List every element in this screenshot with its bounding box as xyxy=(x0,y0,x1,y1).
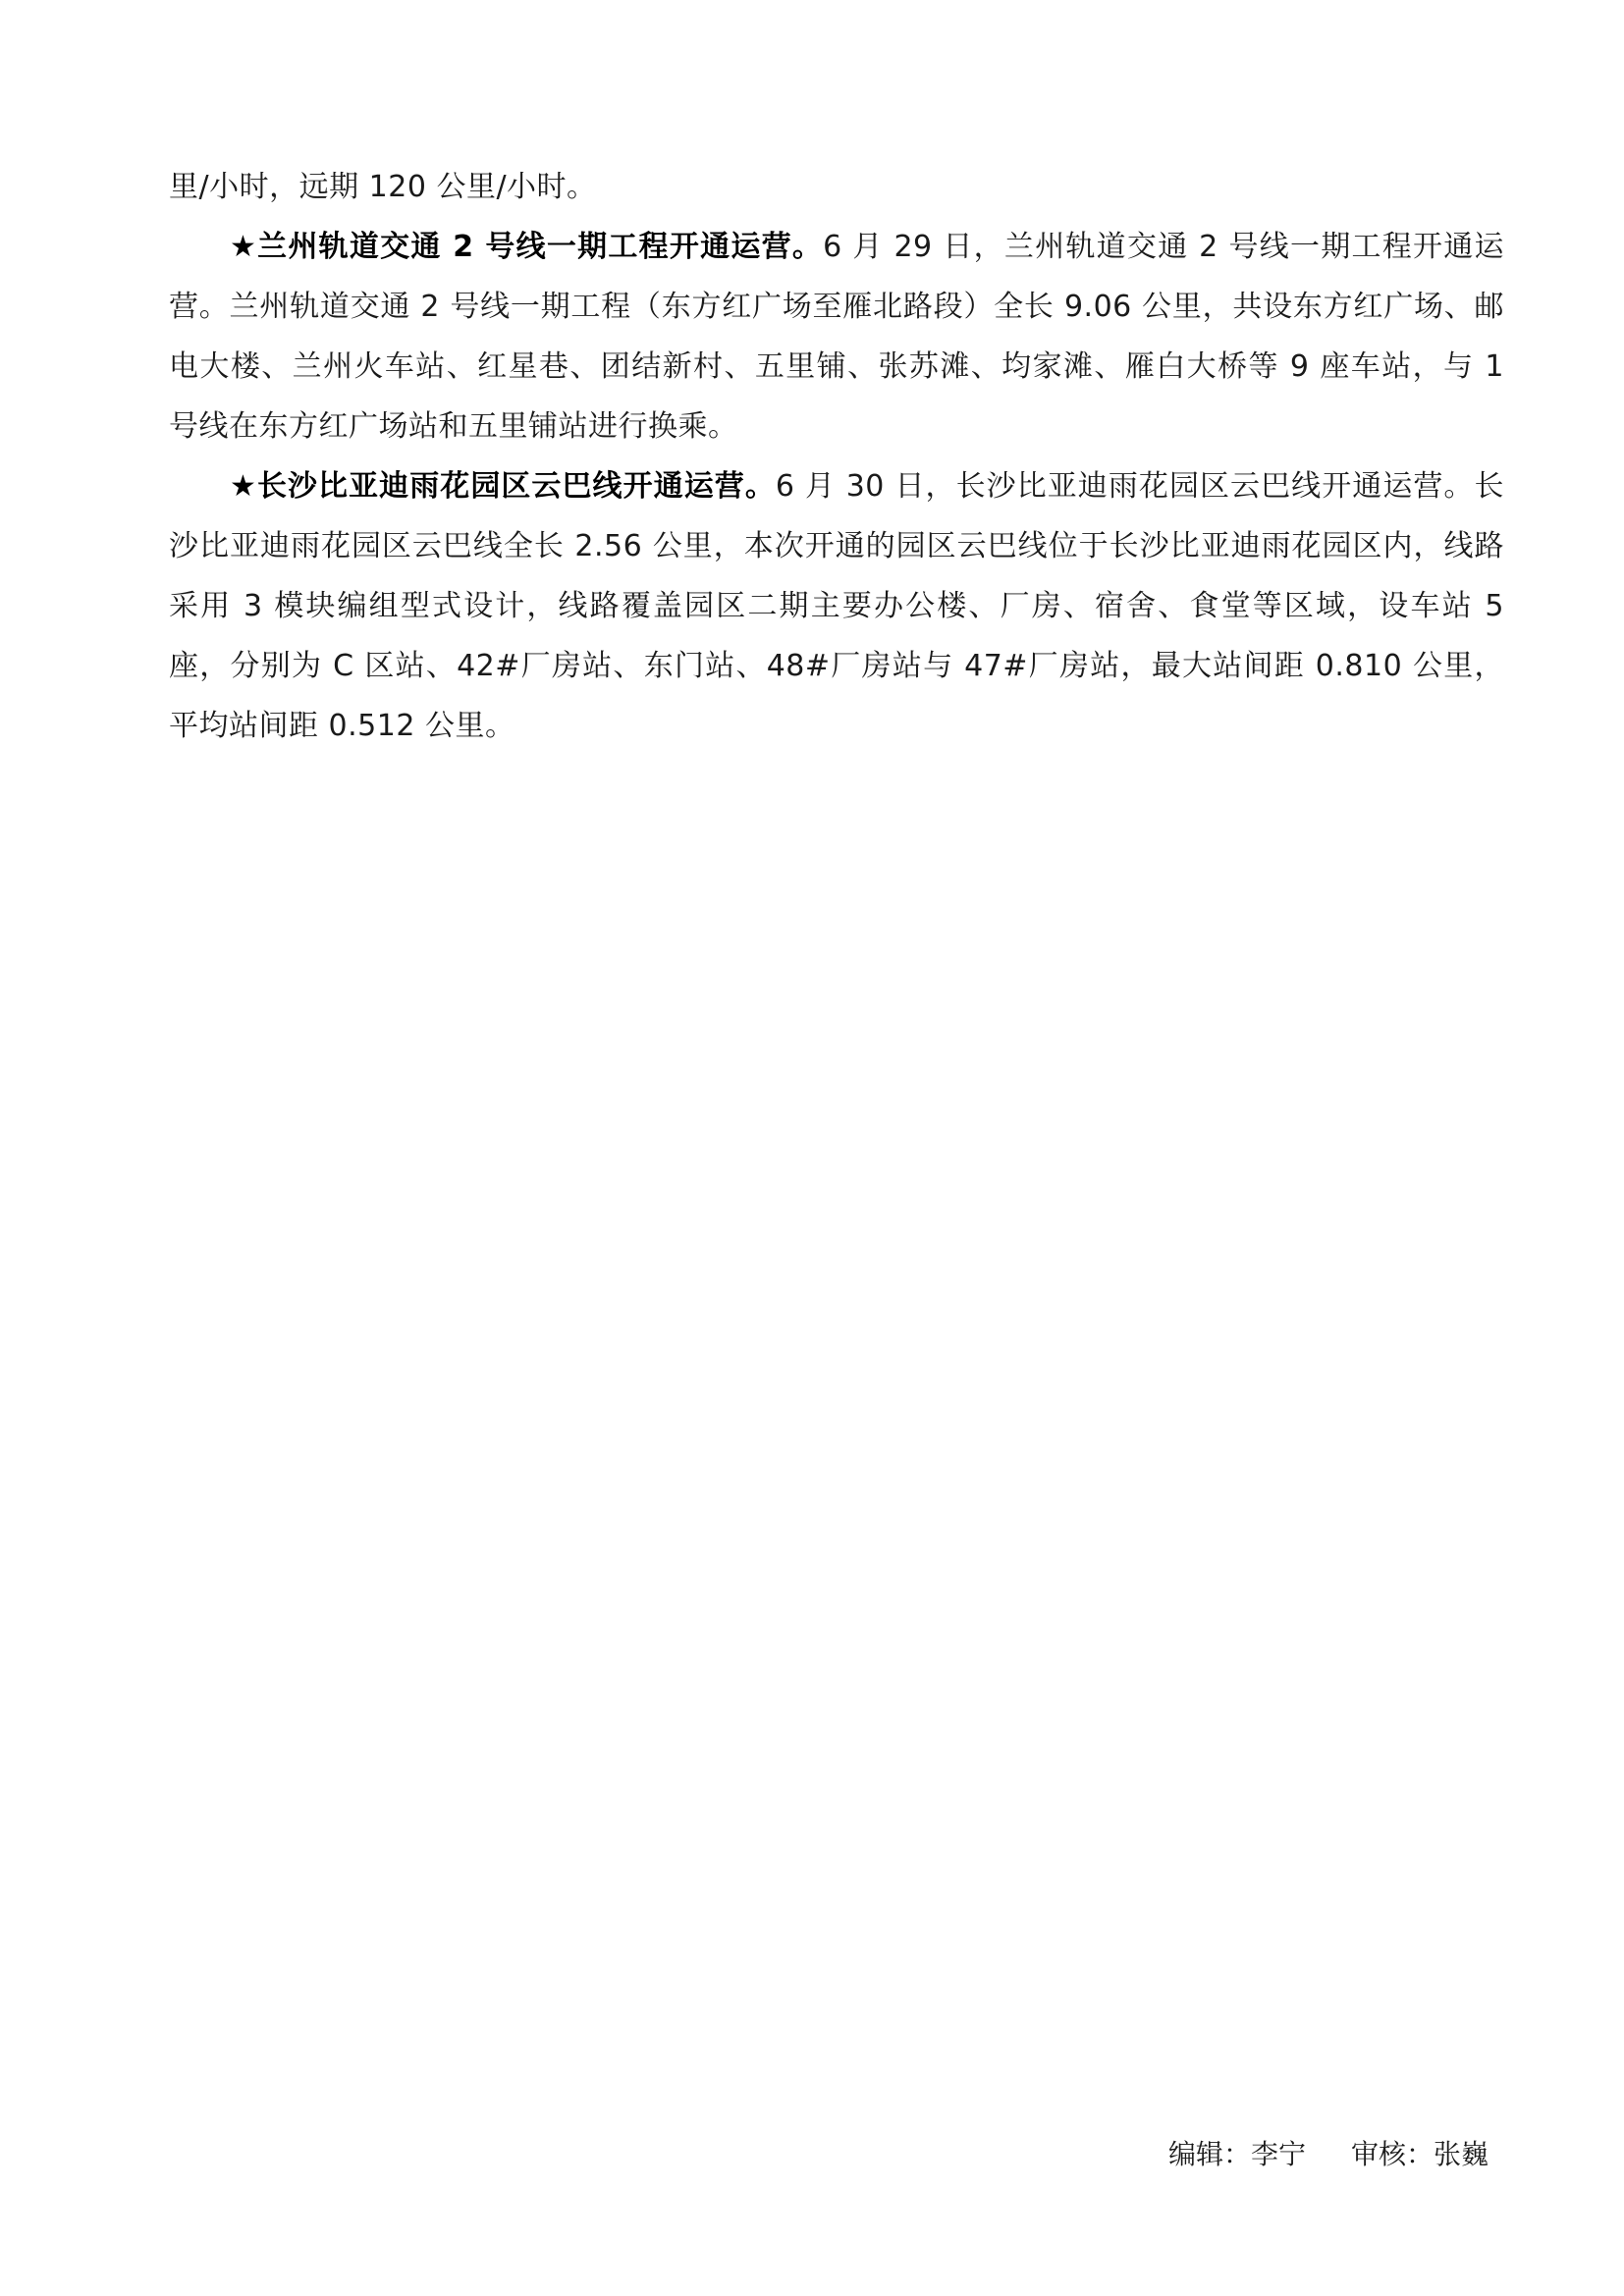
news-item-lanzhou xyxy=(169,217,1504,456)
reviewer-credit: 审核：张巍 xyxy=(1350,2138,1489,2170)
news-headline: ★兰州轨道交通 2 号线一期工程开通运营。 xyxy=(230,230,824,264)
news-body: 6 月 30 日，长沙比亚迪雨花园区云巴线开通运营。长沙比亚迪雨花园区云巴线全长 2.56 公里，本次开通的园区云巴线位于长沙比亚迪雨花园区内，线路采用 3 模块编组型式设计，线路覆盖园区二期主要办公楼、厂房、宿舍、食堂等区域，设车站 5 座，分别为 C 区站、42#厂房站、东门站、48#厂房站与 47#厂房站，最大站间距 0.810 公里，平均站间距 0.512 公里。 xyxy=(169,469,1504,743)
document-body xyxy=(169,157,1504,756)
continuation-text: 里/小时，远期 120 公里/小时。 xyxy=(169,170,597,204)
editor-credit: 编辑：李宁 xyxy=(1167,2138,1306,2170)
news-item-changsha xyxy=(169,456,1504,756)
news-body: 6 月 29 日，兰州轨道交通 2 号线一期工程开通运营。兰州轨道交通 2 号线一期工程（东方红广场至雁北路段）全长 9.06 公里，共设东方红广场、邮电大楼、兰州火车站、红星巷、团结新村、五里铺、张苏滩、均家滩、雁白大桥等 9 座车站，与 1 号线在东方红广场站和五里铺站进行换乘。 xyxy=(169,230,1504,444)
footer-credits xyxy=(1168,2135,1489,2174)
news-headline: ★长沙比亚迪雨花园区云巴线开通运营。 xyxy=(230,469,776,504)
